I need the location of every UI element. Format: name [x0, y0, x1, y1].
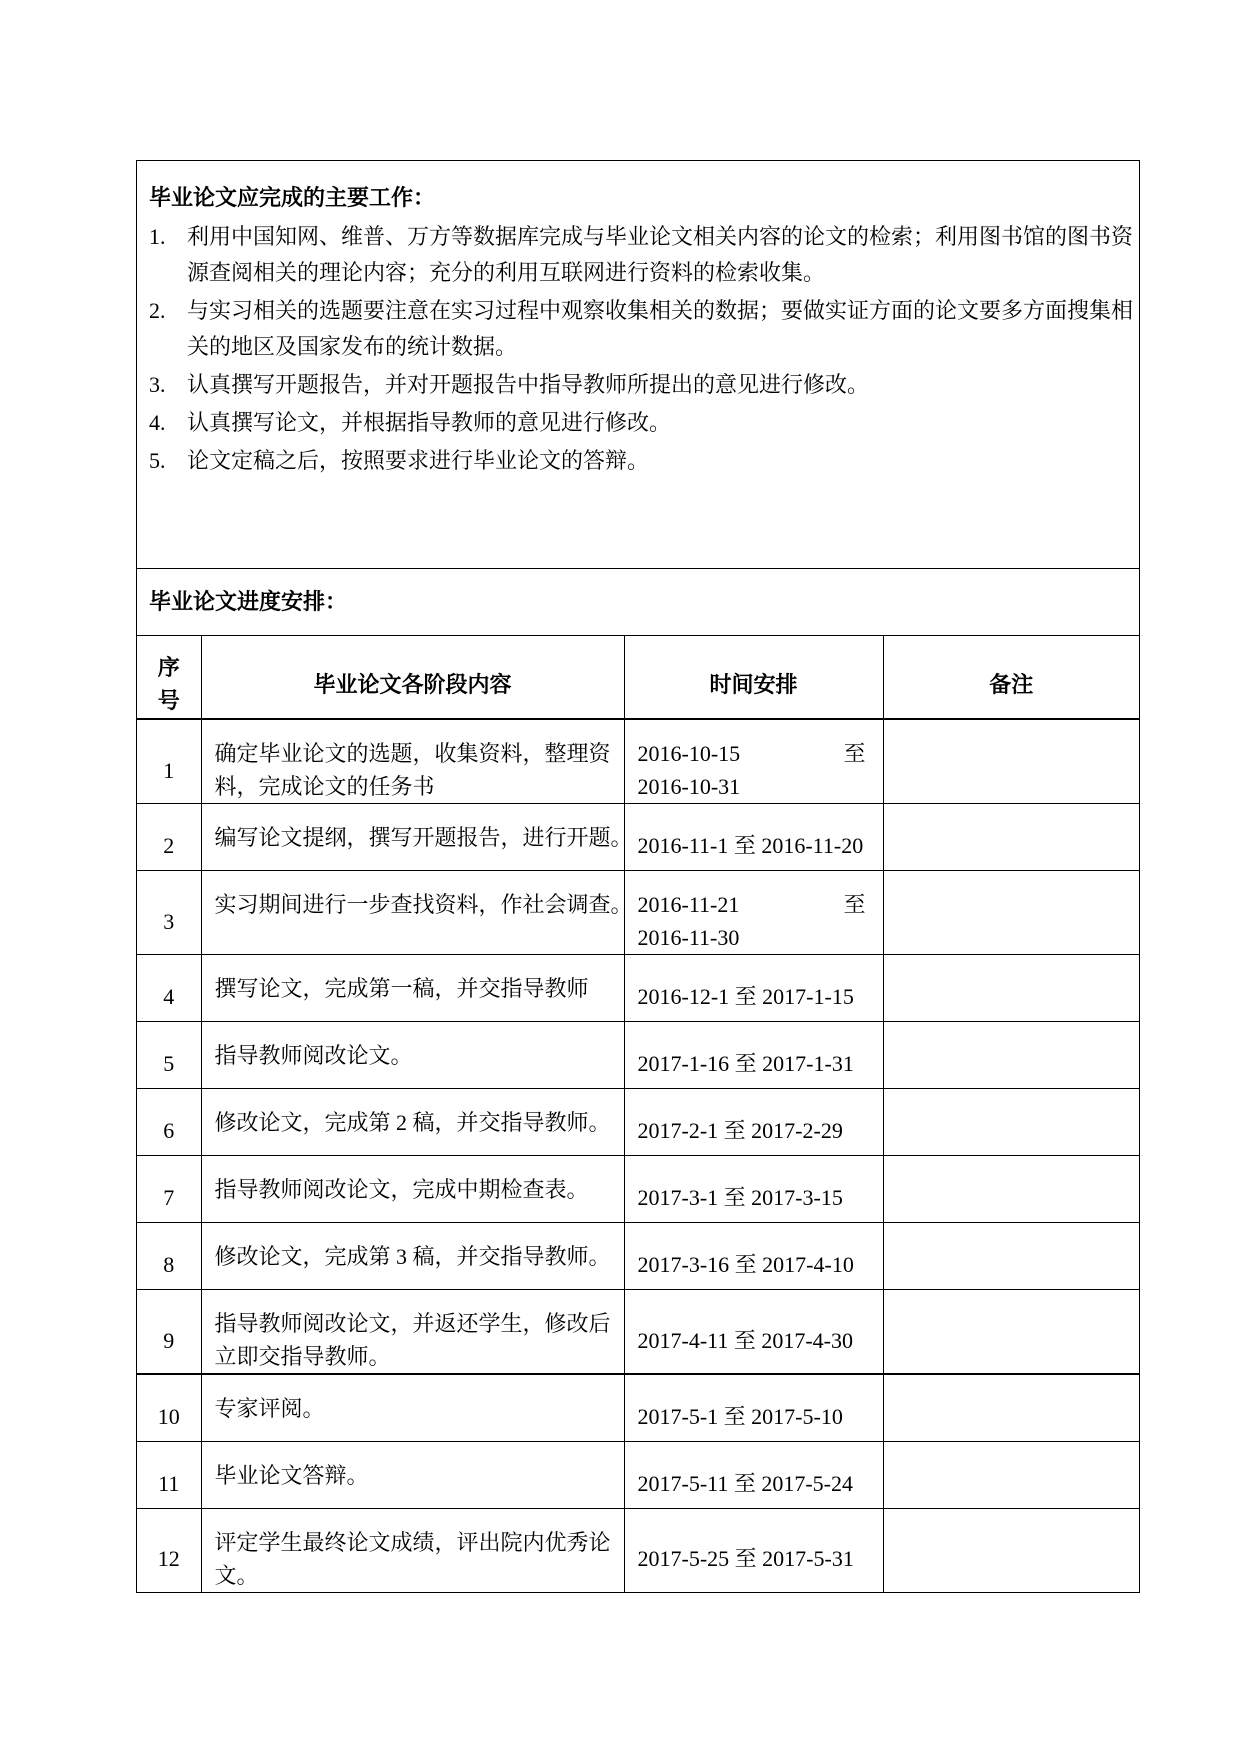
table-row	[137, 1374, 1139, 1441]
row-content-cell	[201, 1089, 624, 1156]
list-item	[149, 443, 1139, 479]
table-row	[137, 804, 1139, 871]
time-separator: 至	[723, 1185, 746, 1210]
main-work-list	[149, 219, 1139, 479]
row-number: 4	[137, 955, 201, 1022]
main-work-title: 毕业论文应完成的主要工作：	[149, 186, 436, 211]
time-separator: 至	[733, 1327, 756, 1353]
list-item-number: 5.	[149, 448, 166, 473]
list-item-number: 2.	[149, 298, 166, 323]
row-content-cell	[201, 804, 633, 871]
row-content: 专家评阅。	[214, 1396, 325, 1421]
note-cell	[883, 1156, 1139, 1223]
row-content: 毕业论文答辩。	[214, 1462, 369, 1488]
note-cell	[883, 871, 1139, 955]
header-number-label: 序号	[157, 656, 180, 714]
time-line	[638, 921, 866, 954]
list-item-text: 与实习相关的选题要注意在实习过程中观察收集相关的数据；要做实证方面的论文要多方面搜集相关的地区及国家发布的统计数据。	[187, 298, 1134, 359]
time-start: 2017-1-16	[637, 1051, 730, 1076]
table-row	[137, 1223, 1139, 1290]
list-item-number: 1.	[149, 224, 166, 249]
table-row	[137, 955, 1139, 1022]
time-separator: 至	[843, 741, 866, 766]
time-end: 2017-5-31	[762, 1546, 854, 1571]
time-start: 2017-5-11	[637, 1470, 729, 1496]
row-number: 7	[137, 1156, 201, 1223]
time-end: 2016-11-30	[637, 925, 740, 950]
time-cell	[624, 1223, 883, 1290]
row-content: 修改论文，完成第 3 稿，并交指导教师。	[214, 1244, 611, 1269]
row-number: 5	[137, 1022, 201, 1089]
note-cell	[883, 1374, 1139, 1441]
row-content: 修改论文，完成第 2 稿，并交指导教师。	[214, 1110, 611, 1135]
row-content-cell	[201, 1156, 624, 1223]
note-cell	[883, 1022, 1139, 1089]
form-sheet	[136, 160, 1140, 1593]
time-start: 2017-5-1	[637, 1403, 719, 1429]
note-cell	[883, 1223, 1139, 1290]
time-cell	[624, 1156, 883, 1223]
time-cell	[624, 1374, 883, 1441]
table-row	[137, 1022, 1139, 1089]
note-cell	[883, 1089, 1139, 1156]
list-item-number: 4.	[149, 410, 166, 435]
time-start: 2016-11-1	[637, 833, 729, 858]
time-separator: 至	[723, 1118, 746, 1143]
row-content: 确定毕业论文的选题，收集资料，整理资料，完成论文的任务书	[214, 741, 611, 799]
list-item-text: 论文定稿之后，按照要求进行毕业论文的答辩。	[187, 448, 650, 473]
time-cell	[624, 1508, 883, 1592]
row-content-cell	[201, 1290, 624, 1375]
time-start: 2017-2-1	[637, 1118, 719, 1143]
list-item	[149, 219, 1139, 291]
row-content-cell	[201, 719, 624, 804]
time-cell	[624, 1089, 883, 1156]
row-content-cell	[201, 1508, 624, 1592]
row-content: 实习期间进行一步查找资料，作社会调查。	[214, 892, 633, 917]
time-line	[638, 737, 866, 770]
list-item	[149, 293, 1139, 365]
note-cell	[883, 1508, 1139, 1592]
table-row	[137, 1290, 1139, 1375]
note-cell	[883, 1441, 1139, 1508]
time-separator: 至	[734, 1051, 757, 1076]
row-content: 指导教师阅改论文。	[214, 1043, 413, 1068]
header-time: 时间安排	[624, 636, 883, 719]
row-number: 1	[137, 719, 201, 804]
row-content-cell	[201, 1374, 624, 1441]
time-line	[638, 770, 866, 803]
main-work-section	[137, 161, 1139, 569]
time-end: 2016-11-20	[761, 833, 864, 858]
note-cell	[883, 955, 1139, 1022]
time-end: 2017-1-15	[762, 984, 854, 1009]
list-item-text: 认真撰写论文，并根据指导教师的意见进行修改。	[187, 410, 672, 435]
time-separator: 至	[723, 1403, 746, 1429]
row-content-cell	[201, 1223, 624, 1290]
note-cell	[883, 804, 1139, 871]
row-number: 3	[137, 871, 201, 955]
table-header-row	[137, 636, 1139, 719]
row-number: 2	[137, 804, 201, 871]
time-end: 2017-1-31	[762, 1051, 854, 1076]
row-content: 指导教师阅改论文，并返还学生，修改后立即交指导教师。	[214, 1311, 611, 1369]
row-content: 评定学生最终论文成绩，评出院内优秀论文。	[214, 1529, 611, 1588]
table-row	[137, 1441, 1139, 1508]
row-content-cell	[201, 871, 633, 955]
list-item	[149, 405, 1139, 441]
table-row	[137, 871, 1139, 955]
list-item	[149, 367, 1139, 403]
row-number: 8	[137, 1223, 201, 1290]
time-start: 2017-3-16	[637, 1252, 730, 1277]
time-end: 2017-4-10	[762, 1252, 854, 1277]
time-separator: 至	[734, 1252, 757, 1277]
row-content-cell	[201, 1022, 624, 1089]
time-cell	[624, 1441, 883, 1508]
time-cell	[624, 719, 883, 804]
time-end: 2017-5-10	[751, 1403, 843, 1429]
time-line	[638, 888, 866, 921]
schedule-title: 毕业论文进度安排：	[137, 569, 1139, 636]
row-number: 11	[137, 1441, 201, 1508]
header-number	[137, 636, 201, 719]
time-cell	[624, 871, 883, 955]
time-start: 2016-12-1	[637, 984, 730, 1009]
time-separator: 至	[734, 1546, 757, 1571]
time-cell	[624, 1290, 883, 1375]
time-start: 2016-11-21	[637, 892, 740, 917]
time-separator: 至	[734, 984, 757, 1009]
row-content: 指导教师阅改论文，完成中期检查表。	[214, 1177, 589, 1202]
time-start: 2017-5-25	[637, 1546, 730, 1571]
table-row	[137, 719, 1139, 804]
row-content-cell	[201, 1441, 624, 1508]
note-cell	[883, 719, 1139, 804]
row-number: 6	[137, 1089, 201, 1156]
row-content-cell	[201, 955, 624, 1022]
list-item-text: 认真撰写开题报告，并对开题报告中指导教师所提出的意见进行修改。	[187, 372, 870, 397]
time-end: 2017-3-15	[751, 1185, 843, 1210]
note-cell	[883, 1290, 1139, 1375]
table-row	[137, 1508, 1139, 1592]
header-content: 毕业论文各阶段内容	[201, 636, 624, 719]
time-cell	[624, 955, 883, 1022]
row-number: 9	[137, 1290, 201, 1375]
time-end: 2017-2-29	[751, 1118, 843, 1143]
time-end: 2017-4-30	[761, 1327, 854, 1353]
list-item-text: 利用中国知网、维普、万方等数据库完成与毕业论文相关内容的论文的检索；利用图书馆的图书资源查阅相关的理论内容；充分的利用互联网进行资料的检索收集。	[187, 224, 1134, 285]
row-number: 12	[137, 1508, 201, 1592]
time-end: 2017-5-24	[761, 1470, 854, 1496]
time-start: 2017-3-1	[637, 1185, 719, 1210]
schedule-table	[137, 636, 1139, 1592]
time-end: 2016-10-31	[637, 774, 741, 799]
time-separator: 至	[843, 892, 866, 917]
header-note: 备注	[883, 636, 1139, 719]
time-separator: 至	[733, 833, 756, 858]
time-start: 2017-4-11	[637, 1327, 729, 1353]
row-content: 撰写论文，完成第一稿，并交指导教师	[214, 976, 589, 1001]
row-number: 10	[137, 1374, 201, 1441]
table-row	[137, 1156, 1139, 1223]
table-row	[137, 1089, 1139, 1156]
list-item-number: 3.	[149, 372, 166, 397]
time-cell	[624, 1022, 883, 1089]
time-cell	[624, 804, 883, 871]
row-content: 编写论文提纲，撰写开题报告，进行开题。	[214, 825, 633, 850]
time-start: 2016-10-15	[637, 741, 741, 766]
time-separator: 至	[733, 1470, 756, 1496]
